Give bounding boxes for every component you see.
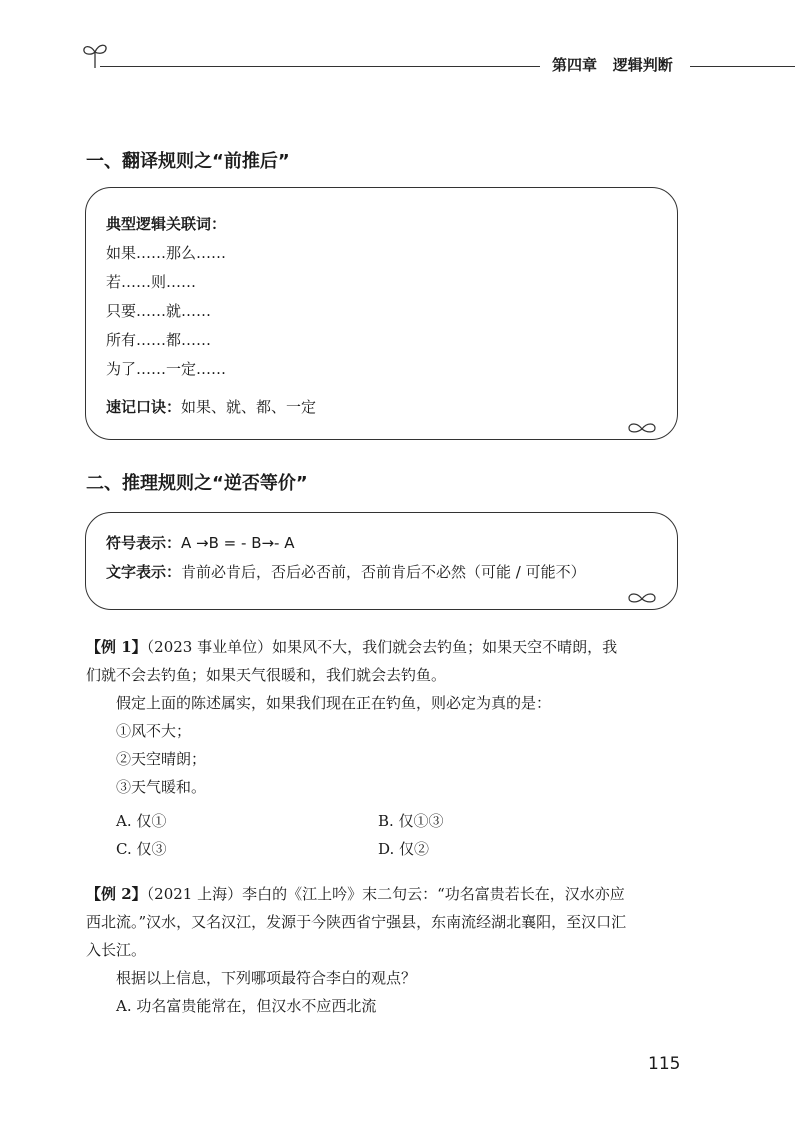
- example-2-question: 根据以上信息，下列哪项最符合李白的观点？: [116, 969, 417, 987]
- statement-item: ②天空晴朗；: [116, 750, 207, 768]
- example-2-line-2: 西北流。”汉水，又名汉江，发源于今陕西省宁强县，东南流经湖北襄阳，至汉口汇: [86, 913, 627, 931]
- statement-item: ①风不大；: [116, 722, 192, 740]
- connective-item: 若……则……: [106, 273, 197, 291]
- header-rule-left: [100, 66, 540, 67]
- statement-item: ③天气暖和。: [116, 778, 207, 796]
- option-d: D. 仅②: [378, 840, 430, 858]
- option-a: A. 功名富贵能常在，但汉水不应西北流: [116, 997, 377, 1015]
- example-1-line-2: 们就不会去钓鱼；如果天气很暖和，我们就会去钓鱼。: [86, 666, 447, 684]
- example-2-line-1: [86, 880, 626, 908]
- text-rule: 肯前必肯后，否后必否前，否前肯后不必然（可能 / 可能不）: [181, 563, 586, 581]
- example-tag: 【例 2】: [86, 885, 147, 903]
- symbol-label: 符号表示：: [106, 534, 182, 552]
- example-1-line-1: [86, 633, 617, 661]
- option-b: B. 仅①③: [378, 812, 444, 830]
- example-1-stem: （2023 事业单位）如果风不大，我们就会去钓鱼；如果天空不晴朗，我: [146, 638, 618, 656]
- option-a: A. 仅①: [116, 812, 167, 830]
- leaf-ornament-icon: [627, 591, 657, 607]
- box-label: 典型逻辑关联词：: [106, 215, 227, 233]
- running-header: [552, 54, 673, 75]
- example-tag: 【例 1】: [86, 638, 147, 656]
- mnemonic-text: 如果、就、都、一定: [181, 398, 317, 416]
- connective-item: 只要……就……: [106, 302, 212, 320]
- leaf-ornament-icon: [627, 421, 657, 437]
- symbol-formula: A →B = - B→- A: [181, 534, 295, 552]
- chapter-title: 逻辑判断: [612, 56, 673, 74]
- option-c: C. 仅③: [116, 840, 167, 858]
- header-rule-right: [690, 66, 795, 67]
- example-2: [86, 880, 626, 1020]
- page-number: 115: [648, 1054, 681, 1074]
- section-heading-1: 一、翻译规则之“前推后”: [86, 151, 290, 172]
- text-label: 文字表示：: [106, 563, 182, 581]
- section-heading-2: 二、推理规则之“逆否等价”: [86, 473, 308, 494]
- rule-box-2: [85, 512, 678, 610]
- text-line: [106, 558, 586, 587]
- connective-item: 为了……一定……: [106, 360, 227, 378]
- rule-box-1: [85, 187, 678, 440]
- example-1: [86, 633, 617, 801]
- mnemonic-line: [106, 393, 316, 422]
- example-1-question: 假定上面的陈述属实，如果我们现在正在钓鱼，则必定为真的是：: [116, 694, 552, 712]
- mnemonic-label: 速记口诀：: [106, 398, 182, 416]
- example-2-stem: （2021 上海）李白的《江上吟》末二句云：“功名富贵若长在，汉水亦应: [146, 885, 625, 903]
- connective-item: 所有……都……: [106, 331, 212, 349]
- chapter-label: 第四章: [552, 56, 598, 74]
- example-2-line-3: 入长江。: [86, 941, 147, 959]
- connective-item: 如果……那么……: [106, 244, 227, 262]
- symbol-line: [106, 529, 586, 558]
